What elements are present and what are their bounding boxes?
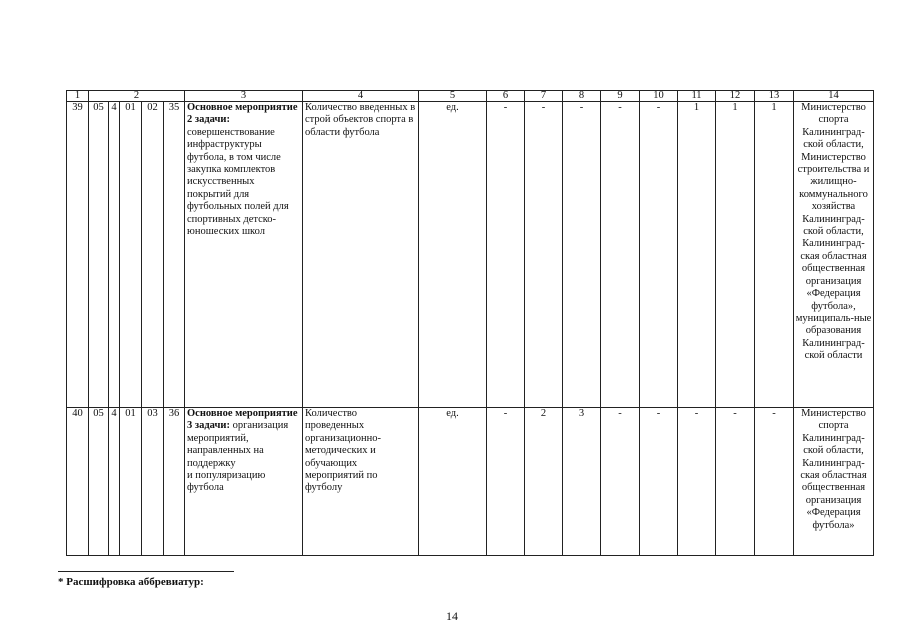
table-row [67,102,874,408]
value-cell: - [716,408,755,556]
header-col-8: 8 [563,91,601,102]
header-col-10: 10 [640,91,678,102]
value-cell: - [601,102,640,408]
unit-cell: ед. [419,102,487,408]
code-segment: 35 [164,102,185,408]
measure-cell [185,102,303,408]
header-col-5: 5 [419,91,487,102]
value-cell: 3 [563,408,601,556]
code-segment: 05 [89,408,109,556]
header-col-3: 3 [185,91,303,102]
header-col-13: 13 [755,91,794,102]
value-cell: - [640,102,678,408]
header-col-2: 2 [89,91,185,102]
header-row [67,91,874,102]
header-col-7: 7 [525,91,563,102]
header-col-9: 9 [601,91,640,102]
program-table [66,90,874,556]
table-row [67,408,874,556]
code-segment: 4 [109,102,120,408]
header-col-4: 4 [303,91,419,102]
measure-description: организация мероприятий, направленных на поддержку [187,420,289,469]
row-number: 40 [67,408,89,556]
header-col-11: 11 [678,91,716,102]
unit-cell: ед. [419,408,487,556]
header-col-1: 1 [67,91,89,102]
header-col-14: 14 [794,91,874,102]
code-segment: 02 [142,102,164,408]
code-segment: 01 [120,102,142,408]
measure-description-continued: и популяризацию футбола [187,470,266,494]
value-cell: - [755,408,794,556]
value-cell: - [640,408,678,556]
code-segment: 4 [109,408,120,556]
page-number: 14 [446,609,458,623]
value-cell: 1 [678,102,716,408]
footnote-divider [58,571,234,572]
value-cell: - [678,408,716,556]
measure-title: Основное мероприятие 3 задачи: [187,408,298,432]
indicator-cell: Количество проведенных организационно-методических и обучающих мероприятий по футболу [303,408,419,556]
responsible-cell: Министерство спорта Калининград-ской области, Министерство строительства и жилищно-коммунального хозяйства Калининград-ской области, Калининград-ская областная общественная организация «Федерация футбола», муниципаль-ные образования Калининград-ской области [794,102,874,408]
value-cell: - [487,408,525,556]
code-segment: 05 [89,102,109,408]
code-segment: 36 [164,408,185,556]
measure-description: совершенствование инфраструктуры футбола, в том числе закупка комплектов искусственных покрытий для футбольных полей для спортивных детско-юношеских школ [187,126,289,238]
indicator-cell: Количество введенных в строй объектов спорта в области футбола [303,102,419,408]
value-cell: - [563,102,601,408]
value-cell: 1 [716,102,755,408]
value-cell: 1 [755,102,794,408]
program-table-container [66,90,874,556]
code-segment: 03 [142,408,164,556]
row-number: 39 [67,102,89,408]
responsible-cell: Министерство спорта Калининград-ской области, Калининград-ская областная общественная организация «Федерация футбола» [794,408,874,556]
value-cell: - [487,102,525,408]
measure-cell [185,408,303,556]
value-cell: - [601,408,640,556]
header-col-12: 12 [716,91,755,102]
header-col-6: 6 [487,91,525,102]
value-cell: 2 [525,408,563,556]
measure-title: Основное мероприятие 2 задачи: [187,102,298,126]
value-cell: - [525,102,563,408]
code-segment: 01 [120,408,142,556]
footnote: * Расшифровка аббревиатур: [58,576,204,588]
